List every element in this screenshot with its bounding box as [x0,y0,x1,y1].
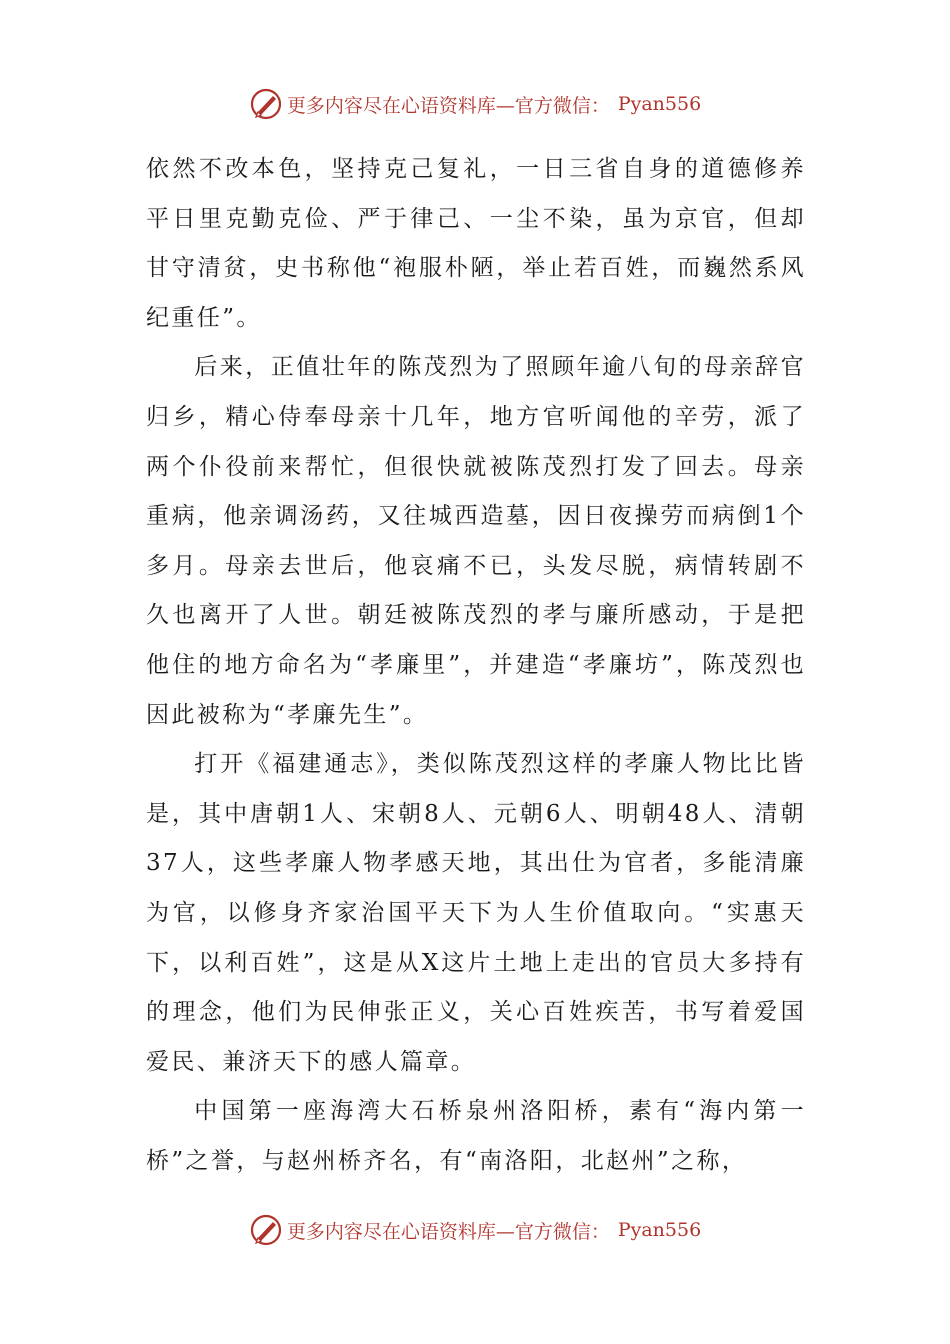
paragraph: 后来，正值壮年的陈茂烈为了照顾年逾八旬的母亲辞官归乡，精心侍奉母亲十几年，地方官听闻他的辛劳，派了两个仆役前来帮忙，但很快就被陈茂烈打发了回去。母亲重病，他亲调汤药，又往城西造墓，因日夜操劳而病倒1个多月。母亲去世后，他哀痛不已，头发尽脱，病情转剧不久也离开了人世。朝廷被陈茂烈的孝与廉所感动，于是把他住的地方命名为“孝廉里”，并建造“孝廉坊”，陈茂烈也因此被称为“孝廉先生”。 [146,354,806,728]
paragraph: 中国第一座海湾大石桥泉州洛阳桥，素有“海内第一桥”之誉，与赵州桥齐名，有“南洛阳，北赵州”之称， [146,1098,806,1174]
footer-banner-text: 更多内容尽在心语资料库—官方微信： [286,1220,610,1243]
header-wechat-id: Pyan556 [617,93,702,115]
header-banner [0,84,950,124]
paragraph: 打开《福建通志》，类似陈茂烈这样的孝廉人物比比皆是，其中唐朝1人、宋朝8人、元朝6人、明朝48人、清朝37人，这些孝廉人物孝感天地，其出仕为官者，多能清廉为官，以修身齐家治国平天下为人生价值取向。“实惠天下，以利百姓”，这是从X这片土地上走出的官员大多持有的理念，他们为民伸张正义，关心百姓疾苦，书写着爱国爱民、兼济天下的感人篇章。 [146,751,806,1075]
document-body [146,145,806,1186]
paragraph-continuation: 依然不改本色，坚持克己复礼，一日三省自身的道德修养平日里克勤克俭、严于律己、一尘不染，虽为京官，但却甘守清贫，史书称他“袍服朴陋，举止若百姓，而巍然系风纪重任”。 [146,156,806,331]
header-banner-text: 更多内容尽在心语资料库—官方微信： [286,94,610,117]
pen-logo-icon [249,87,283,121]
footer-wechat-id: Pyan556 [617,1219,702,1241]
pen-logo-icon [249,1213,283,1247]
footer-banner [0,1210,950,1250]
